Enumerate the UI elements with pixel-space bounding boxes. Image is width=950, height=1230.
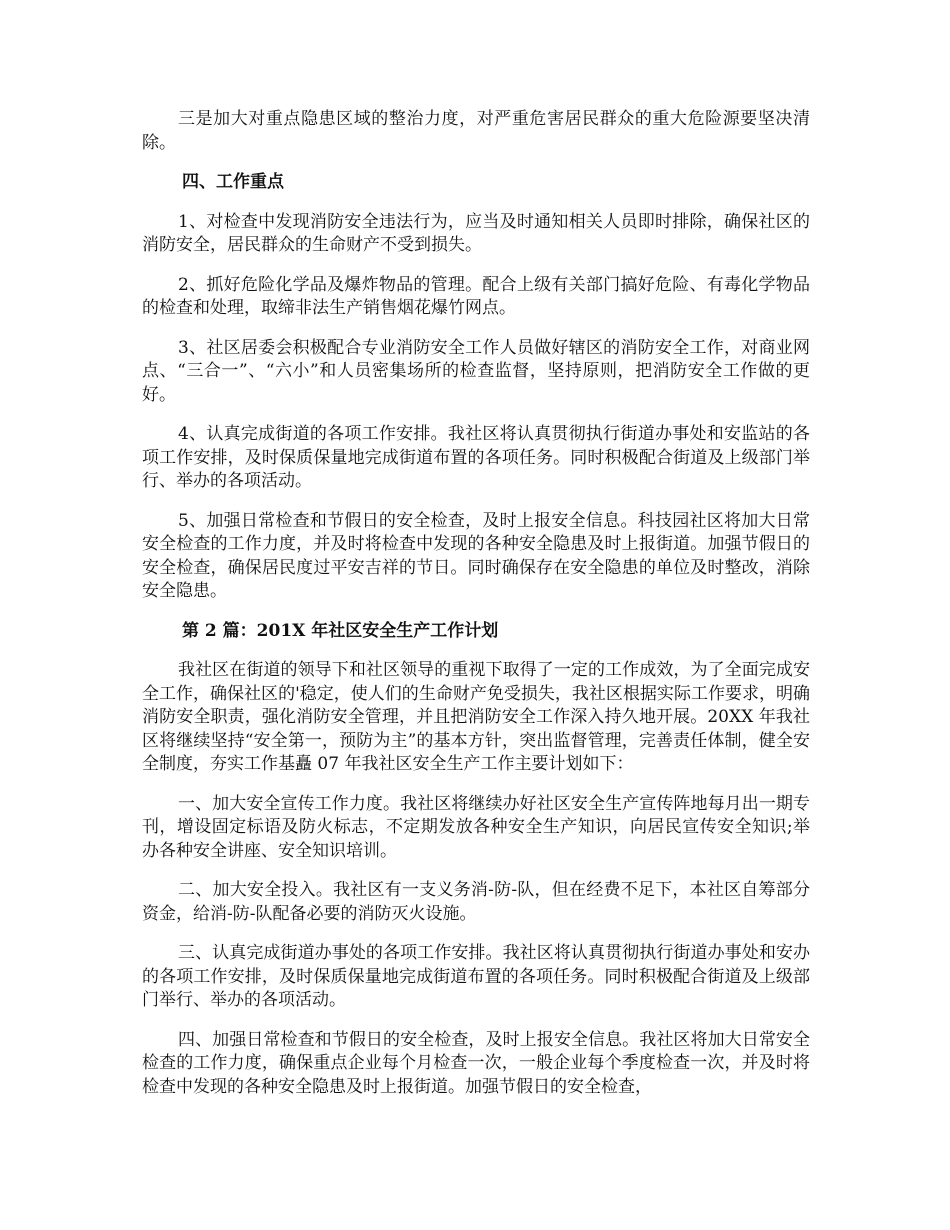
paragraph-clear-hazards: 三是加大对重点隐患区域的整治力度，对严重危害居民群众的重大危险源要坚决清除。: [142, 109, 810, 153]
paragraph-item-2: 2、抓好危险化学品及爆炸物品的管理。配合上级有关部门搞好危险、有毒化学物品的检查和处理，取缔非法生产销售烟花爆竹网点。: [142, 274, 810, 318]
paragraph-item-4: 4、认真完成街道的各项工作安排。我社区将认真贯彻执行街道办事处和安监站的各项工作安排，及时保质保量地完成街道布置的各项任务。同时积极配合街道及上级部门举行、举办的各项活动。: [142, 424, 810, 491]
document-page: [142, 108, 810, 1115]
paragraph-item-1: 1、对检查中发现消防安全违法行为，应当及时通知相关人员即时排除，确保社区的消防安全，居民群众的生命财产不受到损失。: [142, 211, 810, 255]
paragraph-item-5: 5、加强日常检查和节假日的安全检查，及时上报安全信息。科技园社区将加大日常安全检查的工作力度，并及时将检查中发现的各种安全隐患及时上报街道。加强节假日的安全检查，确保居民度过平安吉祥的节日。同时确保存在安全隐患的单位及时整改，消除安全隐患。: [142, 510, 810, 601]
section-heading-plan-2: 第 2 篇：201X 年社区安全生产工作计划: [182, 620, 499, 641]
paragraph-item-3: 3、社区居委会积极配合专业消防安全工作人员做好辖区的消防安全工作，对商业网点、“三合一”、“六小”和人员密集场所的检查监督，坚持原则，把消防安全工作做的更好。: [142, 337, 810, 405]
paragraph-intro: 我社区在街道的领导下和社区领导的重视下取得了一定的工作成效，为了全面完成安全工作，确保社区的'稳定，使人们的生命财产免受损失，我社区根据实际工作要求，明确消防安全职责，强化消防安全管理，并且把消防安全工作深入持久地开展。20XX 年我社区将继续坚持“安全第一，预防为主”的基本方针，突出监督管理，完善责任体制，健全安全制度，夯实工作基矗 07 年我社区安全生产工作主要计划如下：: [142, 660, 810, 774]
paragraph-point-2: 二、加大安全投入。我社区有一支义务消-防-队，但在经费不足下，本社区自筹部分资金，给消-防-队配备必要的消防灭火设施。: [142, 880, 810, 924]
section-heading-work-focus: 四、工作重点: [182, 172, 284, 192]
paragraph-point-3: 三、认真完成街道办事处的各项工作安排。我社区将认真贯彻执行街道办事处和安办的各项工作安排，及时保质保量地完成街道布置的各项任务。同时积极配合街道及上级部门举行、举办的各项活动。: [142, 943, 810, 1010]
paragraph-point-4: 四、加强日常检查和节假日的安全检查，及时上报安全信息。我社区将加大日常安全检查的工作力度，确保重点企业每个月检查一次，一般企业每个季度检查一次，并及时将检查中发现的各种安全隐患及时上报街道。加强节假日的安全检查，: [142, 1029, 810, 1097]
paragraph-point-1: 一、加大安全宣传工作力度。我社区将继续办好社区安全生产宣传阵地每月出一期专刊，增设固定标语及防火标志，不定期发放各种安全生产知识，向居民宣传安全知识;举办各种安全讲座、安全知识培训。: [142, 793, 810, 861]
